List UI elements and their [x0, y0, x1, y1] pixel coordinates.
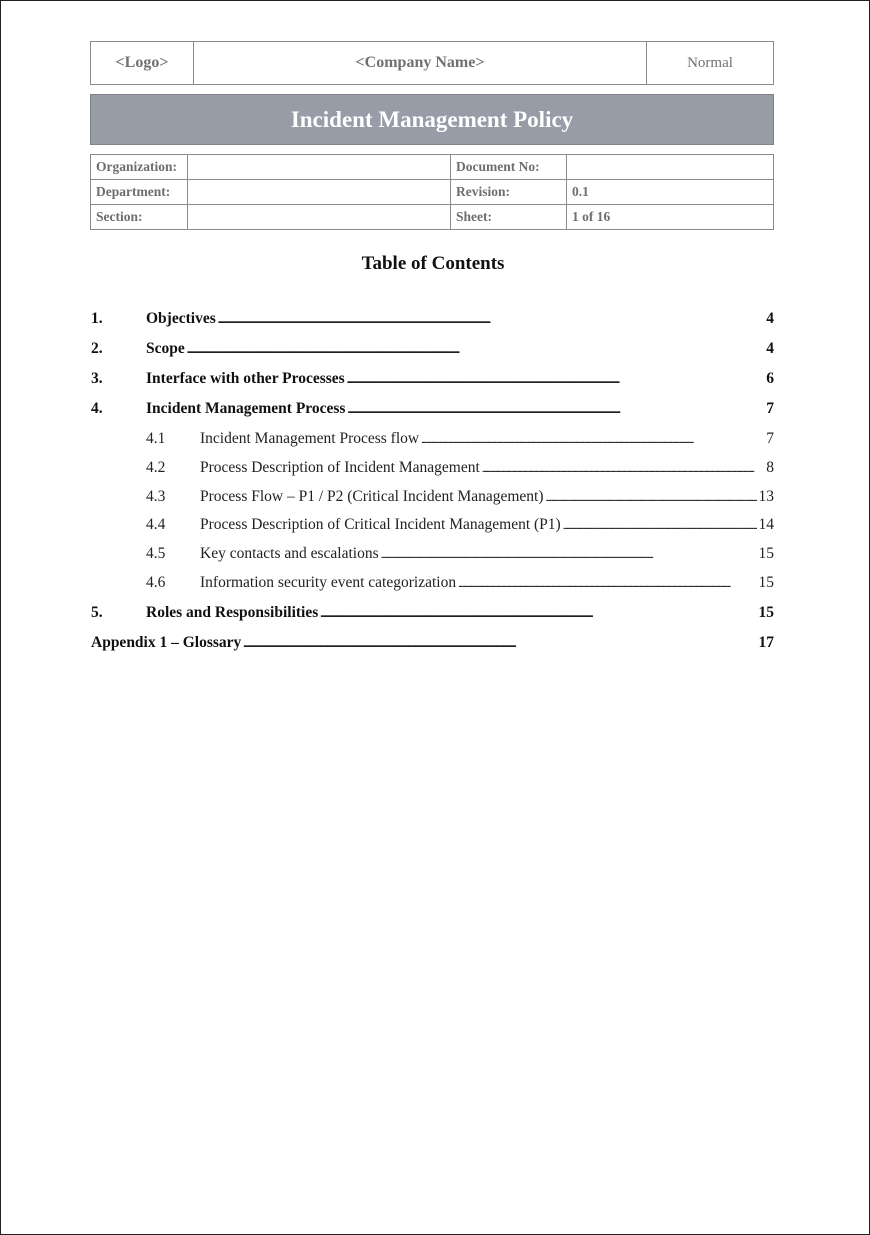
meta-row — [91, 205, 774, 230]
meta-value-organization — [188, 155, 451, 180]
toc-dot-leader — [421, 434, 764, 446]
meta-label-sheet: Sheet: — [451, 205, 567, 230]
toc-dot-leader — [347, 374, 765, 386]
toc-entry-appendix[interactable] — [91, 634, 774, 652]
meta-row — [91, 180, 774, 205]
toc-entry-page: 4 — [766, 340, 774, 357]
toc-entry-number: 4.6 — [146, 574, 166, 591]
toc-entry-number: 4.5 — [146, 545, 166, 562]
toc-entry[interactable] — [91, 400, 774, 418]
toc-entry[interactable] — [91, 340, 774, 358]
toc-entry-number: 2. — [91, 340, 103, 357]
toc-entry-label: Appendix 1 – Glossary — [91, 634, 242, 651]
toc-entry-page: 15 — [758, 604, 774, 621]
toc-subentry[interactable] — [146, 545, 774, 563]
document-title: Incident Management Policy — [90, 94, 774, 145]
toc-entry-number: 4.4 — [146, 516, 166, 533]
toc-subentry[interactable] — [146, 459, 774, 477]
toc-dot-leader — [563, 520, 757, 532]
toc-dot-leader — [482, 463, 764, 475]
toc-entry-page: 4 — [766, 310, 774, 327]
toc-entry-page: 17 — [758, 634, 774, 651]
toc-entry-page: 15 — [758, 574, 774, 591]
toc-entry[interactable] — [91, 604, 774, 622]
toc-subentry[interactable] — [146, 488, 774, 506]
toc-dot-leader — [546, 492, 757, 504]
toc-entry-number: 5. — [91, 604, 103, 621]
header-table — [90, 41, 774, 85]
toc-entry-label: Interface with other Processes — [146, 370, 345, 387]
meta-label-section: Section: — [91, 205, 188, 230]
toc-entry-label: Incident Management Process flow — [200, 430, 420, 447]
logo-placeholder: <Logo> — [91, 42, 194, 85]
toc-dot-leader — [320, 608, 756, 620]
toc-entry-page: 7 — [766, 400, 774, 417]
toc-entry-label: Information security event categorization — [200, 574, 457, 591]
toc-entry-label: Process Flow – P1 / P2 (Critical Incident Management) — [200, 488, 544, 505]
toc-entry-label: Incident Management Process — [146, 400, 346, 417]
meta-row — [91, 155, 774, 180]
toc-entry-number: 4.1 — [146, 430, 166, 447]
toc-dot-leader — [347, 404, 764, 416]
toc-entry-page: 15 — [758, 545, 774, 562]
toc-entry-number: 4. — [91, 400, 103, 417]
toc-dot-leader — [243, 638, 756, 650]
toc-entry-page: 14 — [758, 516, 774, 533]
toc-subentry[interactable] — [146, 574, 774, 592]
toc-entry-number: 3. — [91, 370, 103, 387]
toc-dot-leader — [381, 549, 757, 561]
toc-subentry[interactable] — [146, 516, 774, 534]
toc-entry-number: 4.3 — [146, 488, 166, 505]
toc-entry-page: 13 — [758, 488, 774, 505]
meta-label-revision: Revision: — [451, 180, 567, 205]
toc-subentry[interactable] — [146, 430, 774, 448]
toc-dot-leader — [187, 344, 765, 356]
toc-title: Table of Contents — [361, 253, 505, 274]
toc-entry-page: 8 — [766, 459, 774, 476]
company-name: <Company Name> — [194, 42, 647, 85]
toc-entry-number: 1. — [91, 310, 103, 327]
meta-label-document-no: Document No: — [451, 155, 567, 180]
toc-entry-label: Roles and Responsibilities — [146, 604, 319, 621]
meta-value-document-no — [567, 155, 774, 180]
toc-entry-label: Process Description of Incident Management — [200, 459, 480, 476]
document-meta-table — [90, 154, 774, 230]
meta-value-revision: 0.1 — [567, 180, 774, 205]
toc-entry-label: Scope — [146, 340, 185, 357]
toc-entry[interactable] — [91, 370, 774, 388]
meta-label-organization: Organization: — [91, 155, 188, 180]
toc-entry-number: 4.2 — [146, 459, 166, 476]
toc-entry-label: Process Description of Critical Incident Management (P1) — [200, 516, 561, 533]
classification-label: Normal — [647, 42, 774, 85]
meta-value-department — [188, 180, 451, 205]
meta-label-department: Department: — [91, 180, 188, 205]
toc-dot-leader — [218, 314, 765, 326]
toc-entry-page: 6 — [766, 370, 774, 387]
toc-entry-page: 7 — [766, 430, 774, 447]
toc-entry-label: Objectives — [146, 310, 216, 327]
meta-value-sheet: 1 of 16 — [567, 205, 774, 230]
toc-entry-label: Key contacts and escalations — [200, 545, 379, 562]
toc-dot-leader — [458, 578, 756, 590]
meta-value-section — [188, 205, 451, 230]
toc-entry[interactable] — [91, 310, 774, 328]
